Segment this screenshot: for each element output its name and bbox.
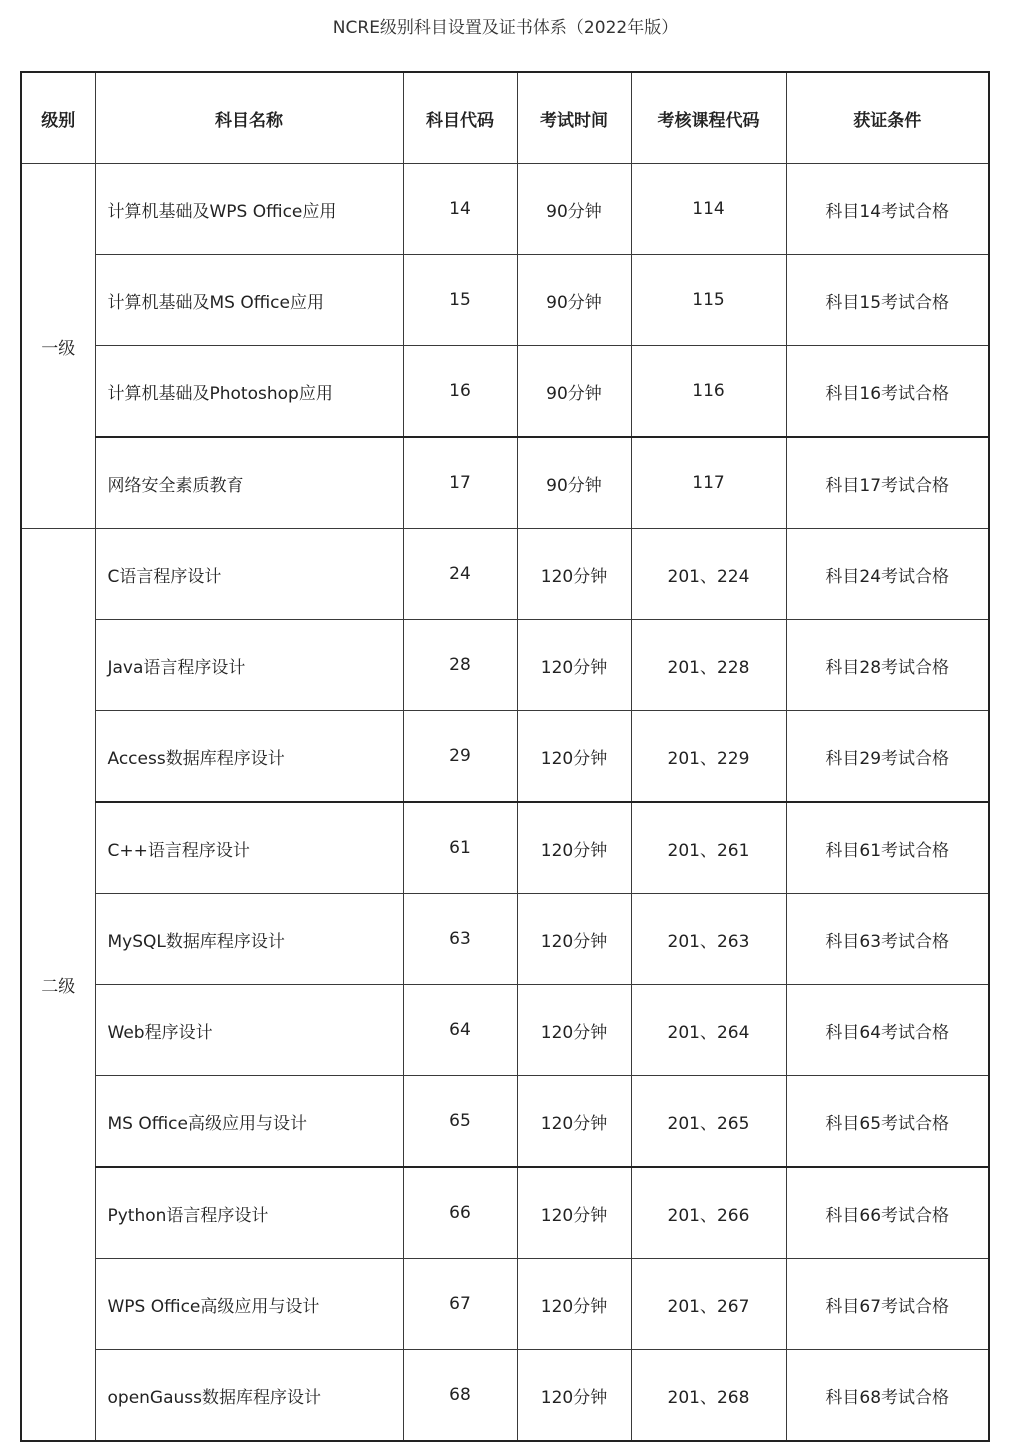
subject-name: C语言程序设计 — [95, 529, 403, 620]
course-code: 201、224 — [631, 529, 786, 620]
course-code: 116 — [631, 346, 786, 438]
subject-name: Java语言程序设计 — [95, 620, 403, 711]
certificate-condition: 科目14考试合格 — [786, 164, 989, 255]
exam-time: 120分钟 — [517, 620, 631, 711]
table-row — [21, 894, 989, 985]
subject-name: Web程序设计 — [95, 985, 403, 1076]
course-code: 201、264 — [631, 985, 786, 1076]
table-row — [21, 164, 989, 255]
header-subject-code: 科目代码 — [403, 72, 517, 164]
table-row — [21, 1350, 989, 1442]
certificate-condition: 科目16考试合格 — [786, 346, 989, 438]
exam-time: 120分钟 — [517, 985, 631, 1076]
certificate-condition: 科目67考试合格 — [786, 1259, 989, 1350]
course-code: 201、229 — [631, 711, 786, 803]
table-row — [21, 711, 989, 803]
course-code: 115 — [631, 255, 786, 346]
table-row — [21, 346, 989, 438]
exam-time: 90分钟 — [517, 437, 631, 529]
certificate-condition: 科目29考试合格 — [786, 711, 989, 803]
course-code: 201、265 — [631, 1076, 786, 1168]
subject-code: 68 — [403, 1350, 517, 1442]
certificate-condition: 科目28考试合格 — [786, 620, 989, 711]
subject-code: 66 — [403, 1167, 517, 1259]
subject-code: 14 — [403, 164, 517, 255]
subject-code: 64 — [403, 985, 517, 1076]
table-row — [21, 802, 989, 894]
table-row — [21, 255, 989, 346]
certificate-condition: 科目64考试合格 — [786, 985, 989, 1076]
course-code: 201、263 — [631, 894, 786, 985]
header-exam-time: 考试时间 — [517, 72, 631, 164]
certificate-condition: 科目63考试合格 — [786, 894, 989, 985]
exam-time: 120分钟 — [517, 1259, 631, 1350]
subject-code: 16 — [403, 346, 517, 438]
header-certificate-condition: 获证条件 — [786, 72, 989, 164]
subject-name: MySQL数据库程序设计 — [95, 894, 403, 985]
subject-code: 17 — [403, 437, 517, 529]
subject-code: 28 — [403, 620, 517, 711]
exam-time: 90分钟 — [517, 164, 631, 255]
course-code: 114 — [631, 164, 786, 255]
header-course-code: 考核课程代码 — [631, 72, 786, 164]
subject-code: 24 — [403, 529, 517, 620]
subject-name: C++语言程序设计 — [95, 802, 403, 894]
table-row — [21, 1076, 989, 1168]
course-code: 201、261 — [631, 802, 786, 894]
certificate-condition: 科目68考试合格 — [786, 1350, 989, 1442]
certificate-condition: 科目15考试合格 — [786, 255, 989, 346]
subject-name: 计算机基础及WPS Office应用 — [95, 164, 403, 255]
subject-code: 67 — [403, 1259, 517, 1350]
subject-code: 61 — [403, 802, 517, 894]
table-row — [21, 529, 989, 620]
exam-time: 90分钟 — [517, 346, 631, 438]
subject-code: 15 — [403, 255, 517, 346]
exam-time: 120分钟 — [517, 802, 631, 894]
level-two-cell: 二级 — [21, 529, 95, 1442]
subject-name: Python语言程序设计 — [95, 1167, 403, 1259]
certificate-condition: 科目66考试合格 — [786, 1167, 989, 1259]
exam-time: 120分钟 — [517, 894, 631, 985]
subject-name: 网络安全素质教育 — [95, 437, 403, 529]
subject-code: 63 — [403, 894, 517, 985]
subject-name: WPS Office高级应用与设计 — [95, 1259, 403, 1350]
course-code: 201、228 — [631, 620, 786, 711]
level-one-cell: 一级 — [21, 164, 95, 529]
course-code: 117 — [631, 437, 786, 529]
table-row — [21, 437, 989, 529]
table-row — [21, 1167, 989, 1259]
course-code: 201、266 — [631, 1167, 786, 1259]
subject-code: 65 — [403, 1076, 517, 1168]
course-code: 201、268 — [631, 1350, 786, 1442]
exam-time: 120分钟 — [517, 1350, 631, 1442]
certificate-condition: 科目61考试合格 — [786, 802, 989, 894]
document-title: NCRE级别科目设置及证书体系（2022年版） — [332, 18, 679, 38]
table-header-row — [21, 72, 989, 164]
header-subject-name: 科目名称 — [95, 72, 403, 164]
subject-name: 计算机基础及Photoshop应用 — [95, 346, 403, 438]
certificate-condition: 科目17考试合格 — [786, 437, 989, 529]
certificate-condition: 科目65考试合格 — [786, 1076, 989, 1168]
exam-time: 90分钟 — [517, 255, 631, 346]
header-level: 级别 — [21, 72, 95, 164]
subject-name: Access数据库程序设计 — [95, 711, 403, 803]
table-row — [21, 985, 989, 1076]
certificate-condition: 科目24考试合格 — [786, 529, 989, 620]
ncre-subject-table — [20, 71, 990, 1442]
table-row — [21, 1259, 989, 1350]
subject-name: openGauss数据库程序设计 — [95, 1350, 403, 1442]
exam-time: 120分钟 — [517, 1167, 631, 1259]
subject-name: MS Office高级应用与设计 — [95, 1076, 403, 1168]
table-row — [21, 620, 989, 711]
course-code: 201、267 — [631, 1259, 786, 1350]
exam-time: 120分钟 — [517, 1076, 631, 1168]
exam-time: 120分钟 — [517, 529, 631, 620]
subject-name: 计算机基础及MS Office应用 — [95, 255, 403, 346]
exam-time: 120分钟 — [517, 711, 631, 803]
subject-code: 29 — [403, 711, 517, 803]
